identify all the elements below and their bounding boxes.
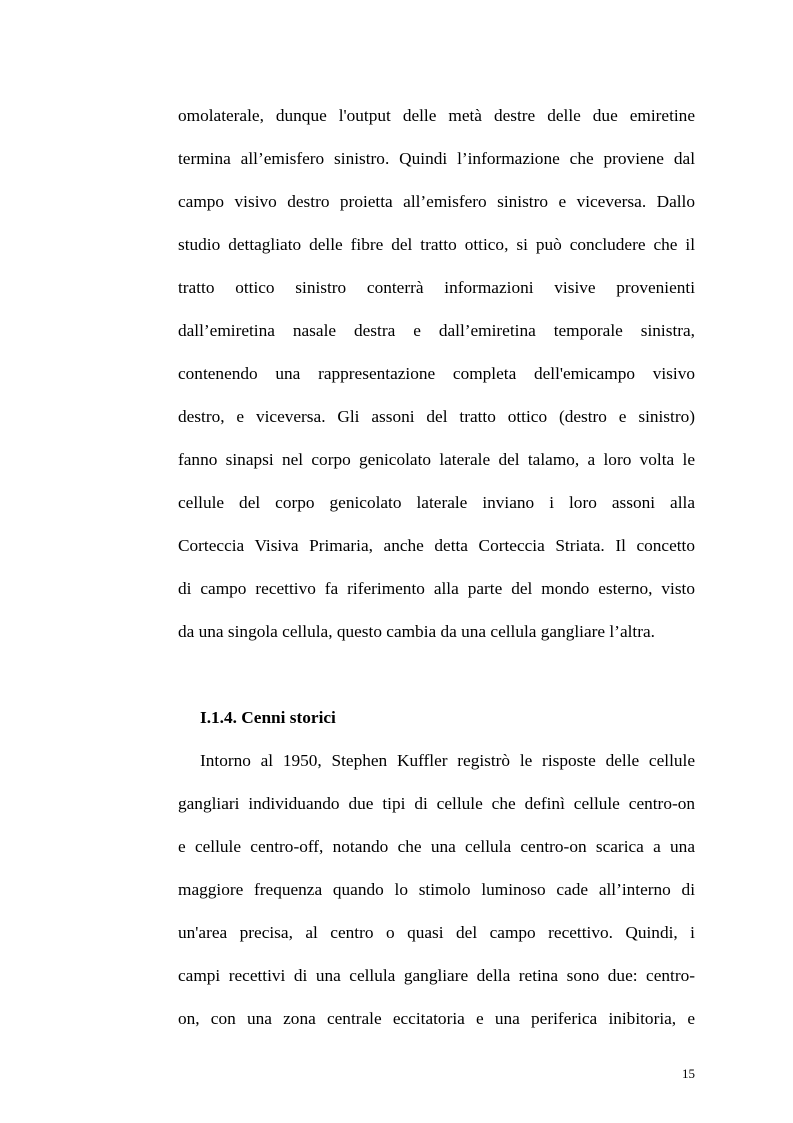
paragraph-line-first: Intorno al 1950, Stephen Kuffler registrò le risposte delle cellule <box>200 751 695 770</box>
paragraph-line: contenendo una rappresentazione completa dell'emicampo visivo <box>178 364 695 383</box>
paragraph-line: omolaterale, dunque l'output delle metà destre delle due emiretine <box>178 106 695 125</box>
paragraph-line: e cellule centro-off, notando che una cellula centro-on scarica a una <box>178 837 695 856</box>
paragraph-line: dall’emiretina nasale destra e dall’emiretina temporale sinistra, <box>178 321 695 340</box>
paragraph-line: campi recettivi di una cellula gangliare della retina sono due: centro- <box>178 966 695 985</box>
paragraph-line: campo visivo destro proietta all’emisfero sinistro e viceversa. Dallo <box>178 192 695 211</box>
paragraph-line: destro, e viceversa. Gli assoni del tratto ottico (destro e sinistro) <box>178 407 695 426</box>
body-paragraph-optic-tract <box>178 94 695 653</box>
paragraph-line: termina all’emisfero sinistro. Quindi l’informazione che proviene dal <box>178 149 695 168</box>
paragraph-line: cellule del corpo genicolato laterale inviano i loro assoni alla <box>178 493 695 512</box>
paragraph-line: tratto ottico sinistro conterrà informazioni visive provenienti <box>178 278 695 297</box>
paragraph-line: maggiore frequenza quando lo stimolo luminoso cade all’interno di <box>178 880 695 899</box>
paragraph-line: studio dettagliato delle fibre del tratto ottico, si può concludere che il <box>178 235 695 254</box>
paragraph-line: un'area precisa, al centro o quasi del campo recettivo. Quindi, i <box>178 923 695 942</box>
paragraph-line: on, con una zona centrale eccitatoria e una periferica inibitoria, e <box>178 1009 695 1028</box>
paragraph-line-last: da una singola cellula, questo cambia da una cellula gangliare l’altra. <box>178 622 655 641</box>
paragraph-line: di campo recettivo fa riferimento alla parte del mondo esterno, visto <box>178 579 695 598</box>
section-heading: I.1.4. Cenni storici <box>200 708 336 727</box>
paragraph-line: Corteccia Visiva Primaria, anche detta Corteccia Striata. Il concetto <box>178 536 695 555</box>
page-number: 15 <box>682 1066 695 1081</box>
paragraph-line: gangliari individuando due tipi di cellule che definì cellule centro-on <box>178 794 695 813</box>
paragraph-line: fanno sinapsi nel corpo genicolato laterale del talamo, a loro volta le <box>178 450 695 469</box>
body-paragraph-history <box>178 739 695 1040</box>
